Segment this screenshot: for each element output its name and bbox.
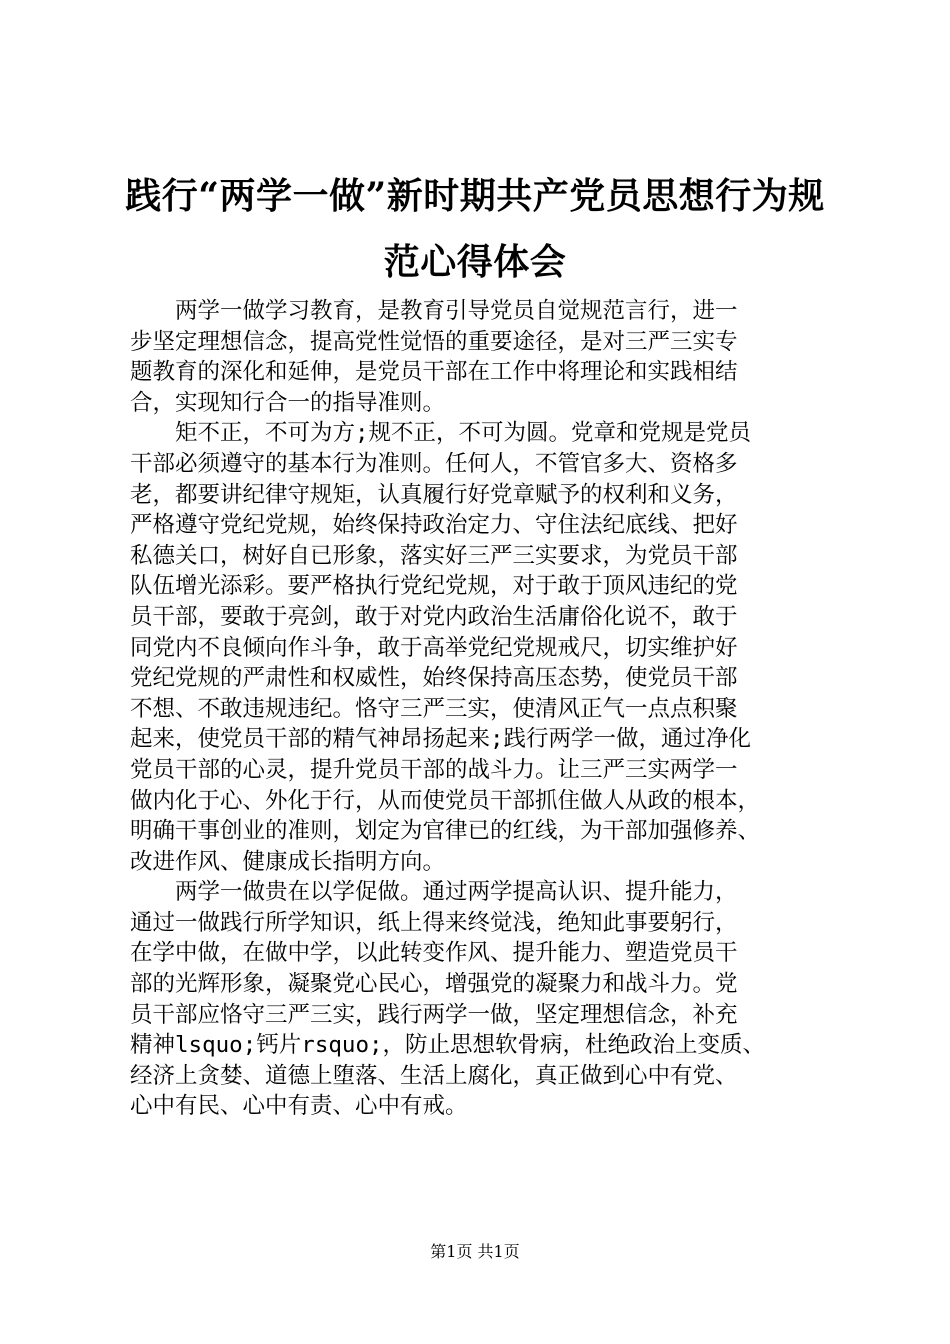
document-body	[130, 296, 835, 1122]
paragraph-1	[130, 296, 835, 418]
text-line: 部的光辉形象，凝聚党心民心，增强党的凝聚力和战斗力。党	[130, 971, 738, 998]
paragraph-2	[130, 418, 835, 877]
text-line: 起来，使党员干部的精气神昂扬起来;践行两学一做，通过净化	[130, 726, 752, 753]
page-number-footer: 第1页 共1页	[430, 1242, 520, 1261]
title-line: 范心得体会	[383, 241, 567, 283]
text-line: 干部必须遵守的基本行为准则。任何人，不管官多大、资格多	[130, 450, 738, 477]
text-line: 题教育的深化和延伸，是党员干部在工作中将理论和实践相结	[130, 359, 738, 386]
text-line: 合，实现知行合一的指导准则。	[130, 389, 446, 416]
text-line: 员干部，要敢于亮剑，敢于对党内政治生活庸俗化说不，敢于	[130, 603, 738, 630]
text-line: 严格遵守党纪党规，始终保持政治定力、守住法纪底线、把好	[130, 512, 738, 539]
title-line: 践行“两学一做”新时期共产党员思想行为规	[125, 175, 825, 217]
text-line: 矩不正，不可为方;规不正，不可为圆。党章和党规是党员	[175, 420, 752, 447]
text-line: 明确干事创业的准则，划定为官律已的红线，为干部加强修养、	[130, 818, 761, 845]
document-title	[110, 163, 840, 295]
text-line: 不想、不敢违规违纪。恪守三严三实，使清风正气一点点积聚	[130, 695, 738, 722]
text-line: 做内化于心、外化于行，从而使党员干部抓住做人从政的根本，	[130, 787, 761, 814]
text-line: 队伍增光添彩。要严格执行党纪党规，对于敢于顶风违纪的党	[130, 573, 738, 600]
text-line: 心中有民、心中有责、心中有戒。	[130, 1093, 468, 1120]
text-line: 老，都要讲纪律守规矩，认真履行好党章赋予的权利和义务，	[130, 481, 738, 508]
text-line: 精神lsquo;钙片rsquo;，防止思想软骨病，杜绝政治上变质、	[130, 1032, 766, 1059]
text-line: 党员干部的心灵，提升党员干部的战斗力。让三严三实两学一	[130, 756, 738, 783]
text-line: 党纪党规的严肃性和权威性，始终保持高压态势，使党员干部	[130, 665, 738, 692]
text-line: 私德关口，树好自已形象，落实好三严三实要求，为党员干部	[130, 542, 738, 569]
text-line: 步坚定理想信念，提高党性觉悟的重要途径，是对三严三实专	[130, 328, 738, 355]
text-line: 两学一做贵在以学促做。通过两学提高认识、提升能力，	[175, 879, 738, 906]
text-line: 通过一做践行所学知识，纸上得来终觉浅，绝知此事要躬行，	[130, 909, 738, 936]
text-line: 同党内不良倾向作斗争，敢于高举党纪党规戒尺，切实维护好	[130, 634, 738, 661]
text-line: 改进作风、健康成长指明方向。	[130, 848, 446, 875]
text-line: 员干部应恪守三严三实，践行两学一做，坚定理想信念，补充	[130, 1001, 738, 1028]
text-line: 经济上贪婪、道德上堕落、生活上腐化，真正做到心中有党、	[130, 1062, 738, 1089]
text-line: 两学一做学习教育，是教育引导党员自觉规范言行，进一	[175, 298, 738, 324]
text-line: 在学中做，在做中学，以此转变作风、提升能力、塑造党员干	[130, 940, 738, 967]
paragraph-3	[130, 877, 835, 1122]
